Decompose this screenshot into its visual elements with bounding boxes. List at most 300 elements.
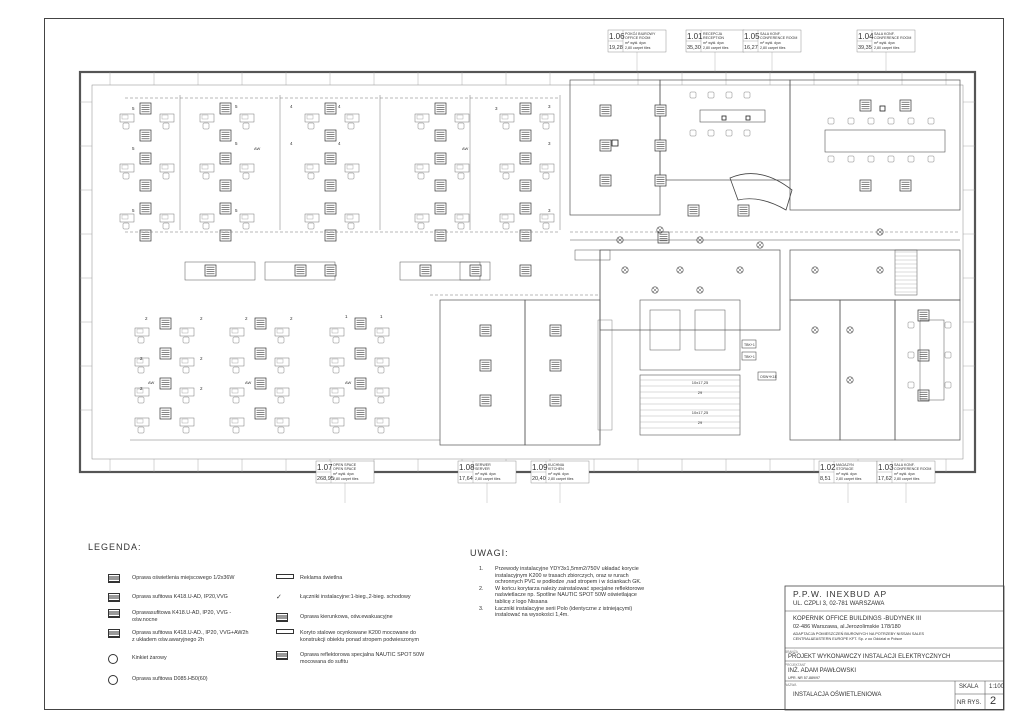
ceiling-fixture-icon xyxy=(480,360,491,371)
note-line: Przewody instalacyjne YDY3x1,5mm2/750V układać korycie xyxy=(495,566,639,572)
room-carpet: 2,80 carpet tiles xyxy=(475,477,501,481)
scale-value: 1:100 xyxy=(989,684,1005,690)
room-floor: m² wykł. dyw. xyxy=(475,472,497,476)
ceiling-fixture-icon xyxy=(435,153,446,164)
circuit-number: 5 xyxy=(132,208,135,213)
panel-box-label: OSW+K1E xyxy=(760,375,778,379)
cable-tray-icon xyxy=(276,629,294,634)
room-number: 1.09 xyxy=(532,463,548,472)
monitor xyxy=(232,329,238,333)
room-area: 35,30 xyxy=(687,45,701,51)
downlight-icon xyxy=(847,327,853,333)
circuit-number: 2 xyxy=(145,316,148,321)
ceiling-fixture-icon xyxy=(140,180,151,191)
circuit-number: 3 xyxy=(548,141,551,146)
chair xyxy=(708,92,714,98)
fixture-k418-night-icon xyxy=(108,609,120,618)
chair xyxy=(163,223,169,229)
circuit-number: 5 xyxy=(235,208,238,213)
ceiling-fixture-icon xyxy=(600,105,611,116)
illuminated-sign-icon xyxy=(276,574,294,579)
circuit-number: 5 xyxy=(235,141,238,146)
room-name-en: STORAGE xyxy=(836,467,854,471)
chair xyxy=(233,397,239,403)
stair-number: 29 xyxy=(697,390,703,395)
sheet-number: 2 xyxy=(990,695,997,707)
ceiling-fixture-icon xyxy=(220,153,231,164)
chair xyxy=(458,123,464,129)
sheet-label: NR RYS. xyxy=(957,700,982,706)
legend-item-text-cont: konstrukcji obiektu ponad stropem podwieszonym xyxy=(300,637,419,643)
circuit-number: 5 xyxy=(235,104,238,109)
monitor xyxy=(457,215,463,219)
chair xyxy=(828,156,834,162)
chair xyxy=(543,173,549,179)
monitor xyxy=(457,115,463,119)
room-tag-1.04 xyxy=(857,30,915,72)
ceiling-fixture-icon xyxy=(255,378,266,389)
monitor xyxy=(542,215,548,219)
room-number: 1.05 xyxy=(744,32,760,41)
ceiling-fixture-icon xyxy=(480,325,491,336)
corridor-table xyxy=(185,262,255,280)
room-storage-1-02 xyxy=(840,300,895,440)
chair xyxy=(348,173,354,179)
room-number: 1.02 xyxy=(820,463,836,472)
corridor-table xyxy=(575,250,610,260)
circuit-number: 2 xyxy=(140,356,143,361)
room-name: POKÓJ BIUROWY xyxy=(625,32,656,36)
chair xyxy=(183,337,189,343)
legend-item-text: Koryto stalowe ocynkowane K200 mocowane do xyxy=(300,630,416,636)
cable-tray-route xyxy=(125,98,960,295)
ceiling-fixture-icon xyxy=(255,348,266,359)
legend-item-text: Oprawa oświetlenia miejscowego 1/2x36W xyxy=(132,575,235,581)
chair xyxy=(888,118,894,124)
legend-item-text: Oprawa reflektorowa specjalna NAUTIC SPOT 50W xyxy=(300,652,425,658)
chair xyxy=(690,130,696,136)
chair xyxy=(348,123,354,129)
panel-box-label: TBK+1 xyxy=(744,343,755,347)
chair xyxy=(378,397,384,403)
ceiling-fixture-icon xyxy=(325,230,336,241)
monitor xyxy=(502,115,508,119)
room-carpet: 2,80 carpet tiles xyxy=(625,46,651,50)
room-number: 1.01 xyxy=(687,32,703,41)
room-area: 19,28 xyxy=(609,45,623,51)
circuit-number: 2 xyxy=(140,386,143,391)
chair xyxy=(203,173,209,179)
room-name-en: KITCHEN xyxy=(548,467,564,471)
spot-reflector-icon xyxy=(880,106,885,111)
legend-title: LEGENDA: xyxy=(88,542,142,552)
spot-reflector-icon xyxy=(276,651,288,660)
monitor xyxy=(277,419,283,423)
chair xyxy=(333,427,339,433)
chair xyxy=(708,130,714,136)
monitor xyxy=(232,389,238,393)
room-tag-1.07 xyxy=(316,461,374,503)
monitor xyxy=(307,215,313,219)
downlight-icon xyxy=(737,267,743,273)
circuit-number: 2 xyxy=(290,316,293,321)
monitor xyxy=(162,115,168,119)
monitor xyxy=(277,359,283,363)
ceiling-fixture-icon xyxy=(520,203,531,214)
chair xyxy=(203,123,209,129)
ceiling-fixture-icon xyxy=(140,103,151,114)
note-line: ochronnych PVC w podłodze ,nad stropem i w ściankach GK. xyxy=(495,579,642,586)
chair xyxy=(163,123,169,129)
ceiling-fixture-icon xyxy=(140,230,151,241)
note-number: 3. xyxy=(479,605,484,612)
chair xyxy=(123,173,129,179)
chair xyxy=(138,427,144,433)
chair xyxy=(123,123,129,129)
chair xyxy=(744,92,750,98)
monitor xyxy=(417,215,423,219)
chair xyxy=(848,118,854,124)
note-line: W końcu korytarza należy zainstalować specjalne reflektorowe xyxy=(495,585,645,592)
room-number: 1.03 xyxy=(878,463,894,472)
ceiling-fixture-icon xyxy=(435,103,446,114)
legend-item-text: Oprawa sufitowa K418.U-AD, IP20,VVG xyxy=(132,594,228,600)
monitor xyxy=(162,215,168,219)
aw-label: AW xyxy=(462,146,469,151)
room-wc xyxy=(790,300,840,440)
room-number: 1.08 xyxy=(459,463,475,472)
monitor xyxy=(347,115,353,119)
notes-title: UWAGI: xyxy=(470,548,509,558)
monitor xyxy=(377,359,383,363)
drawing-name: INSTALACJA OŚWIETLENIOWA xyxy=(793,692,882,698)
note-number: 2. xyxy=(479,585,484,592)
circuit-number: 4 xyxy=(338,104,341,109)
room-name: KUCHNIA xyxy=(548,463,565,467)
ceiling-fixture-icon xyxy=(355,348,366,359)
downlight-icon xyxy=(652,287,658,293)
ceiling-fixture-icon xyxy=(520,153,531,164)
ceiling-fixture-icon xyxy=(140,153,151,164)
ceiling-fixture-icon xyxy=(325,203,336,214)
circuit-number: 3 xyxy=(495,106,498,111)
monitor xyxy=(137,419,143,423)
chair xyxy=(908,352,914,358)
chair xyxy=(458,223,464,229)
fixture-k418-icon xyxy=(108,593,120,602)
monitor xyxy=(347,215,353,219)
chair xyxy=(333,367,339,373)
monitor xyxy=(182,389,188,393)
ceiling-fixture-icon xyxy=(520,230,531,241)
chair xyxy=(848,156,854,162)
ceiling-fixture-icon xyxy=(140,130,151,141)
ceiling-fixture-icon xyxy=(255,408,266,419)
ceiling-fixture-icon xyxy=(255,318,266,329)
chair xyxy=(945,322,951,328)
ceiling-fixture-icon xyxy=(918,390,929,401)
spot-reflector-icon xyxy=(746,116,750,120)
downlight-icon xyxy=(812,327,818,333)
chair xyxy=(233,427,239,433)
note-line: instalacyjnym K200 w trasach zbiorczych, oraz w rurach xyxy=(495,572,629,579)
project-name: KOPERNIK OFFICE BUILDINGS -BUDYNEK III xyxy=(793,616,922,622)
monitor xyxy=(417,115,423,119)
ceiling-fixture-icon xyxy=(900,180,911,191)
chair xyxy=(503,223,509,229)
monitor xyxy=(457,165,463,169)
room-carpet: 2,80 carpet tiles xyxy=(548,477,574,481)
project-description-2: CENTRAL&EASTERN EUROPE KFT. Sp. z oo Oddział w Polsce xyxy=(793,637,903,641)
ceiling-fixture-icon xyxy=(140,203,151,214)
ceiling-fixture-icon xyxy=(480,395,491,406)
monitor xyxy=(182,359,188,363)
drawing-label: NAZWA xyxy=(785,683,797,687)
chair xyxy=(183,427,189,433)
monitor xyxy=(377,419,383,423)
ceiling-fixture-icon xyxy=(655,140,666,151)
chair xyxy=(418,173,424,179)
chair xyxy=(945,382,951,388)
monitor xyxy=(232,359,238,363)
legend-item-text: Oprawa sufitowa K418.U-AD., IP20, VVG+AW2h xyxy=(132,630,249,636)
monitor xyxy=(417,165,423,169)
chair xyxy=(378,367,384,373)
room-floor: m² wykł. dyw. xyxy=(548,472,570,476)
chair xyxy=(888,156,894,162)
ceiling-fixture-icon xyxy=(325,103,336,114)
room-server-1-08 xyxy=(440,300,525,445)
chair xyxy=(726,130,732,136)
monitor xyxy=(307,115,313,119)
room-tag-1.02 xyxy=(819,461,877,503)
chair xyxy=(203,223,209,229)
room-tag-1.08 xyxy=(458,461,516,503)
room-area: 20,40 xyxy=(532,476,546,482)
stair-2 xyxy=(895,250,917,295)
ceiling-fixture-icon xyxy=(550,325,561,336)
branch: PROJEKT WYKONAWCZY INSTALACJI ELEKTRYCZNYCH xyxy=(788,654,951,660)
monitor xyxy=(502,165,508,169)
designer: INŻ. ADAM PAWŁOWSKI xyxy=(788,668,857,674)
ceiling-fixture-icon xyxy=(160,408,171,419)
chair xyxy=(348,223,354,229)
ceiling-fixture-icon xyxy=(435,180,446,191)
room-area: 39,35 xyxy=(858,45,872,51)
monitor xyxy=(332,419,338,423)
downlight-icon xyxy=(622,267,628,273)
circuit-number: 1 xyxy=(345,314,348,319)
scale-label: SKALA xyxy=(959,684,979,690)
note-line: tablicę z logo Nissana xyxy=(495,599,548,605)
circuit-number: 2 xyxy=(245,316,248,321)
downlight-icon xyxy=(812,267,818,273)
room-name: RECEPCJA xyxy=(703,32,723,36)
room-name-en: RECEPTION xyxy=(703,36,724,40)
panel-box-label: TBK+1 xyxy=(744,355,755,359)
ceiling-fixture-icon xyxy=(325,180,336,191)
circuit-number: 3 xyxy=(548,208,551,213)
chair xyxy=(828,118,834,124)
room-name-en: OFFICE ROOM xyxy=(625,36,651,40)
switch-icon: ✓ xyxy=(276,594,282,601)
ceiling-fixture-icon xyxy=(295,265,306,276)
ceiling-fixture-icon xyxy=(655,175,666,186)
monitor xyxy=(307,165,313,169)
aw-label: AW xyxy=(254,146,261,151)
circuit-number: 4 xyxy=(290,104,293,109)
reception-desk xyxy=(730,174,792,210)
chair xyxy=(945,352,951,358)
project-address: 02-486 Warszawa, al.Jerozolimskie 178/180 xyxy=(793,624,901,630)
monitor xyxy=(242,115,248,119)
room-name-en: CONFERENCE ROOM xyxy=(894,467,932,471)
ceiling-fixture-icon xyxy=(658,232,669,243)
ceiling-fixture-icon xyxy=(325,130,336,141)
room-area: 17,62 xyxy=(878,476,892,482)
company-address: UL. CZPLI 3, 02-781 WARSZAWA xyxy=(793,601,885,607)
room-name: SALA KONF. xyxy=(874,32,895,36)
chair xyxy=(908,156,914,162)
stair-dimension: 10x17,25 xyxy=(691,380,709,385)
ceiling-fixture-icon xyxy=(900,100,911,111)
chair xyxy=(243,223,249,229)
chair xyxy=(928,156,934,162)
ceiling-fixture-icon xyxy=(470,265,481,276)
chair xyxy=(378,337,384,343)
stair-1 xyxy=(640,375,740,435)
monitor xyxy=(137,329,143,333)
ceiling-fixture-icon xyxy=(655,105,666,116)
room-carpet: 2,80 carpet tiles xyxy=(703,46,729,50)
legend-item-text: Kinkiet żarowy xyxy=(132,655,167,661)
chair xyxy=(543,123,549,129)
chair xyxy=(163,173,169,179)
chair xyxy=(123,223,129,229)
room-name: SERWER xyxy=(475,463,491,467)
chair xyxy=(278,397,284,403)
note-line: Łaczniki instalacyjne serii Polo (identyczne z istniejącymi) xyxy=(495,605,633,612)
circuit-number: 2 xyxy=(200,356,203,361)
room-area: 268,95 xyxy=(317,476,334,482)
room-name-en: CONFERENCE ROOM xyxy=(760,36,798,40)
chair xyxy=(138,337,144,343)
chair xyxy=(744,130,750,136)
room-name: SALA KONF. xyxy=(894,463,915,467)
corridor-table xyxy=(400,262,480,280)
room-kitchen-1-09 xyxy=(525,300,600,445)
ceiling-fixture-icon xyxy=(918,310,929,321)
monitor xyxy=(377,389,383,393)
monitor xyxy=(242,215,248,219)
room-number: 1.07 xyxy=(317,463,333,472)
chair xyxy=(690,92,696,98)
room-area: 17,64 xyxy=(459,476,473,482)
chair xyxy=(378,427,384,433)
ceiling-fixture-icon xyxy=(520,103,531,114)
ceiling-fixture-icon xyxy=(220,230,231,241)
monitor xyxy=(202,165,208,169)
room-carpet: 2,80 carpet tiles xyxy=(836,477,862,481)
monitor xyxy=(122,215,128,219)
chair xyxy=(243,173,249,179)
monitor xyxy=(277,329,283,333)
legend-item-text: Reklama świetlna xyxy=(300,575,343,581)
room-conference-1-04 xyxy=(790,80,960,210)
chair xyxy=(138,367,144,373)
ceiling-fixture-icon xyxy=(520,180,531,191)
ceiling-fixture-icon xyxy=(600,175,611,186)
ceiling-fixture-icon xyxy=(160,318,171,329)
ceiling-fixture-icon xyxy=(220,103,231,114)
note-number: 1. xyxy=(479,566,484,572)
stair-number: 29 xyxy=(697,420,703,425)
monitor xyxy=(332,359,338,363)
ceiling-fixture-icon xyxy=(325,265,336,276)
ceiling-fixture-icon xyxy=(600,140,611,151)
room-tag-1.01 xyxy=(686,30,744,72)
circuit-number: 2 xyxy=(200,316,203,321)
exit-sign-icon xyxy=(276,613,288,622)
spot-reflector-icon xyxy=(612,140,618,146)
chair xyxy=(868,156,874,162)
chair xyxy=(243,123,249,129)
monitor xyxy=(542,165,548,169)
downlight-icon xyxy=(677,267,683,273)
ceiling-fixture-icon xyxy=(738,205,749,216)
room-name-en: SERVER xyxy=(475,467,490,471)
chair xyxy=(458,173,464,179)
monitor xyxy=(542,115,548,119)
room-name: SALA KONF. xyxy=(760,32,781,36)
chair xyxy=(308,223,314,229)
fixture-1x2-icon xyxy=(108,574,120,583)
monitor xyxy=(242,165,248,169)
ceiling-fixture-icon xyxy=(160,378,171,389)
ceiling-fixture-icon xyxy=(550,360,561,371)
monitor xyxy=(122,165,128,169)
room-name-en: OPEN SPACE xyxy=(333,467,357,471)
ceiling-fixture-icon xyxy=(860,180,871,191)
room-carpet: 2,80 carpet tiles xyxy=(894,477,920,481)
monitor xyxy=(232,419,238,423)
legend-item-text: Oprawa kierunkowa, ośw.ewakuacyjne xyxy=(300,614,393,620)
chair xyxy=(308,123,314,129)
note-line: naświetlacze np. Spotline NAUTIC SPOT 50W oświetlające xyxy=(495,592,637,599)
aw-label: AW xyxy=(345,380,352,385)
chair xyxy=(418,123,424,129)
reception-table xyxy=(700,110,765,122)
chair xyxy=(543,223,549,229)
project-description-1: ADAPTACJA POMIESZCZEŃ BIUROWYCH NA POTRZEBY NISSAN SALES xyxy=(793,632,925,636)
circuit-number: 1 xyxy=(380,314,383,319)
fixture-k418-emergency-icon xyxy=(108,629,120,638)
chair xyxy=(308,173,314,179)
stair-dimension: 10x17,25 xyxy=(691,410,709,415)
ceiling-fixture-icon xyxy=(435,230,446,241)
monitor xyxy=(502,215,508,219)
branch-label: BRANŻA xyxy=(785,650,798,654)
room-carpet: 2,80 carpet tiles xyxy=(333,477,359,481)
circuit-number: 5 xyxy=(132,146,135,151)
ceiling-fixture-icon xyxy=(860,100,871,111)
ceiling-fixture-icon xyxy=(520,265,531,276)
monitor xyxy=(182,329,188,333)
ceiling-fixture-icon xyxy=(355,378,366,389)
room-reception-1-01 xyxy=(660,80,790,180)
company-name: P.P.W. INEXBUD AP xyxy=(793,589,888,599)
monitor xyxy=(332,389,338,393)
